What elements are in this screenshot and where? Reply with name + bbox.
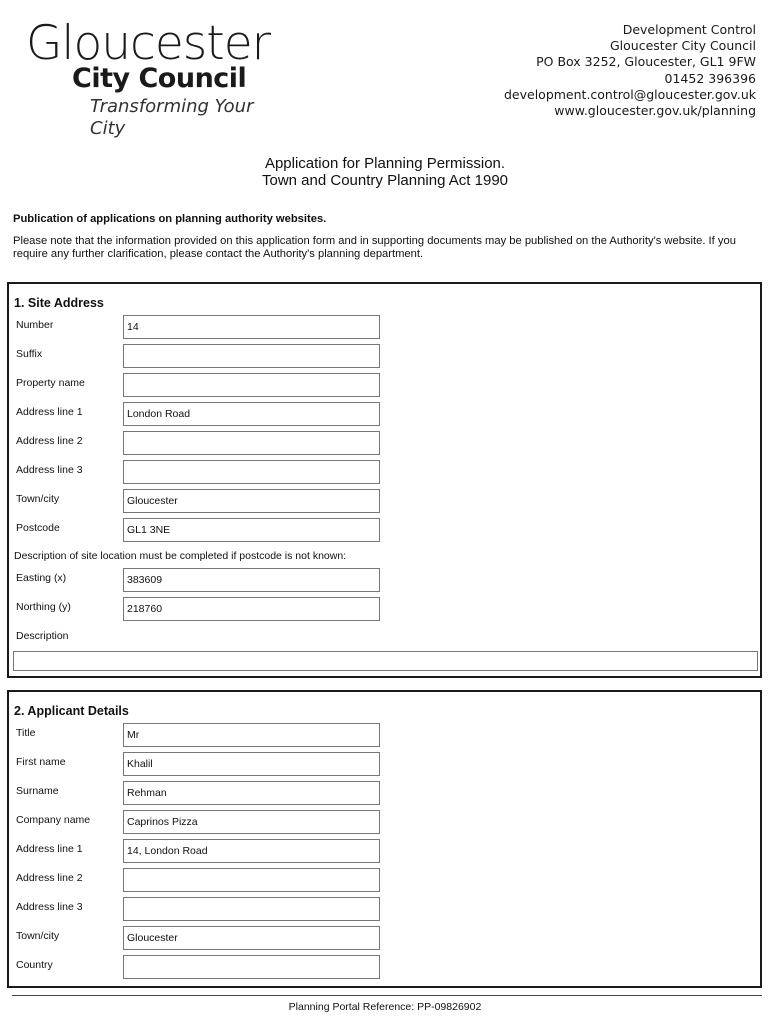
field-label: Northing (y)	[16, 601, 71, 613]
address-line-1-field[interactable]: London Road	[123, 402, 380, 426]
contact-phone: 01452 396396	[664, 70, 756, 86]
field-label: Easting (x)	[16, 572, 67, 584]
contact-website[interactable]: www.gloucester.gov.uk/planning	[554, 103, 756, 119]
field-label: Country	[16, 959, 53, 971]
location-note: Description of site location must be completed if postcode is not known:	[14, 550, 347, 562]
address-line-3-field[interactable]	[123, 460, 380, 484]
town-city-field[interactable]: Gloucester	[123, 926, 380, 950]
title-field[interactable]: Mr	[123, 723, 380, 747]
site-address-section	[7, 282, 762, 678]
description-field[interactable]	[13, 651, 758, 671]
council-logo	[26, 16, 286, 139]
field-label: Address line 3	[16, 464, 83, 476]
field-label: Address line 2	[16, 435, 83, 447]
property-name-field[interactable]	[123, 373, 380, 397]
footer-divider	[12, 995, 762, 996]
suffix-field[interactable]	[123, 344, 380, 368]
field-label: Title	[16, 727, 36, 739]
logo-line-1: Gloucester	[26, 16, 270, 71]
address-line-1-field[interactable]: 14, London Road	[123, 839, 380, 863]
field-label: Description	[16, 630, 69, 642]
first-name-field[interactable]: Khalil	[123, 752, 380, 776]
field-label: Address line 3	[16, 901, 83, 913]
logo-line-2: City Council	[72, 63, 247, 94]
field-label: Town/city	[16, 493, 60, 505]
address-line-3-field[interactable]	[123, 897, 380, 921]
easting-field[interactable]: 383609	[123, 568, 380, 592]
field-label: Address line 1	[16, 406, 83, 418]
field-label: Surname	[16, 785, 59, 797]
form-title	[0, 155, 770, 189]
field-label: Postcode	[16, 522, 60, 534]
field-label: Property name	[16, 377, 85, 389]
contact-address: PO Box 3252, Gloucester, GL1 9FW	[536, 54, 756, 70]
field-label: Address line 2	[16, 872, 83, 884]
town-city-field[interactable]: Gloucester	[123, 489, 380, 513]
publication-heading: Publication of applications on planning authority websites.	[13, 213, 327, 225]
applicant-details-section	[7, 690, 762, 988]
contact-block	[504, 22, 756, 119]
company-name-field[interactable]: Caprinos Pizza	[123, 810, 380, 834]
form-title-line-2: Town and Country Planning Act 1990	[262, 172, 508, 189]
northing-field[interactable]: 218760	[123, 597, 380, 621]
field-label: Town/city	[16, 930, 60, 942]
section-title: 2. Applicant Details	[14, 704, 129, 718]
field-label: Suffix	[16, 348, 43, 360]
field-label: First name	[16, 756, 66, 768]
contact-department: Development Control	[622, 22, 756, 37]
postcode-field[interactable]: GL1 3NE	[123, 518, 380, 542]
country-field[interactable]	[123, 955, 380, 979]
address-line-2-field[interactable]	[123, 431, 380, 455]
contact-email[interactable]: development.control@gloucester.gov.uk	[503, 86, 756, 102]
section-title: 1. Site Address	[14, 296, 104, 310]
contact-council: Gloucester City Council	[609, 38, 756, 54]
logo-tagline: Transforming Your City	[90, 96, 254, 139]
field-label: Address line 1	[16, 843, 83, 855]
field-label: Number	[16, 319, 54, 331]
publication-text: Please note that the information provided on this application form and in supporting documents may be published on the Authority's website. If you require any further clarification, please contact the Authority's planning department.	[13, 235, 736, 260]
number-field[interactable]: 14	[123, 315, 380, 339]
planning-portal-reference: Planning Portal Reference: PP-09826902	[288, 1001, 482, 1013]
field-label: Company name	[16, 814, 91, 826]
surname-field[interactable]: Rehman	[123, 781, 380, 805]
form-title-line-1: Application for Planning Permission.	[264, 155, 506, 172]
address-line-2-field[interactable]	[123, 868, 380, 892]
